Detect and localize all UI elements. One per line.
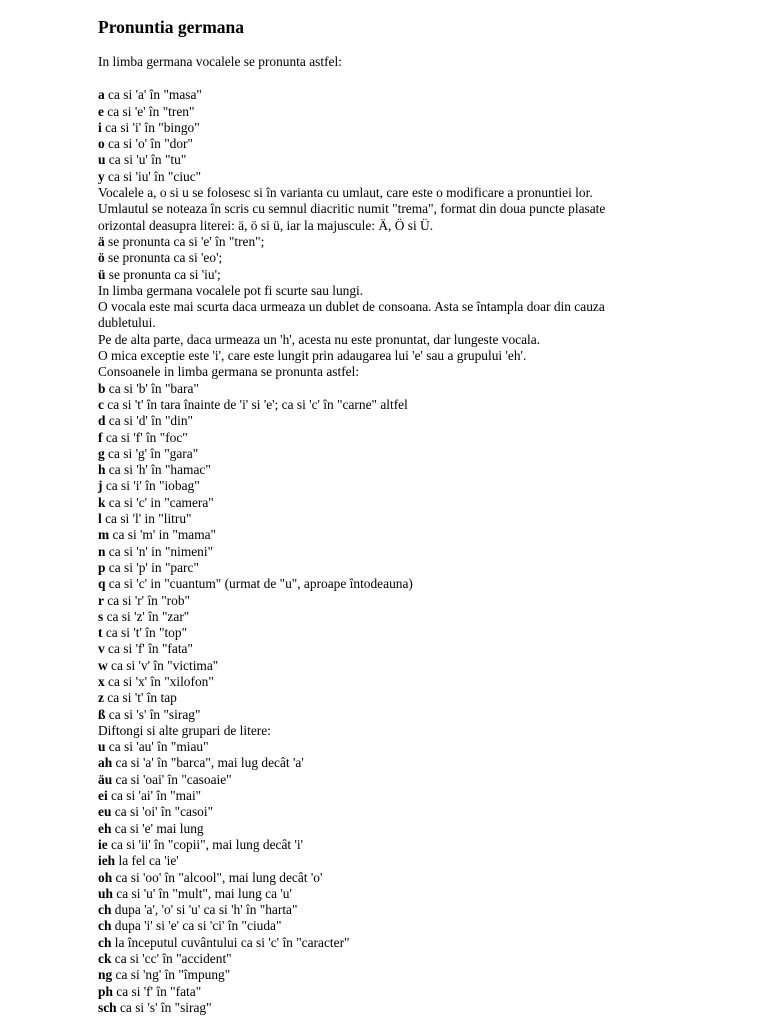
letter-key: r — [98, 592, 104, 608]
letter-key: w — [98, 657, 108, 673]
line-text: ca si 'c' in "cuantum" (urmat de "u", aproape întodeauna) — [105, 576, 413, 592]
line-text: ca si 'g' în "gara" — [104, 445, 199, 461]
text-line — [98, 707, 748, 723]
letter-key: uh — [98, 885, 113, 901]
line-text: ca si 'i' în "iobag" — [102, 478, 200, 494]
text-line — [98, 511, 748, 527]
text-line — [98, 446, 748, 462]
line-text: ca si 'x' în "xilofon" — [104, 673, 214, 689]
line-text: la fel ca 'ie' — [115, 853, 179, 869]
text-line — [98, 397, 748, 413]
letter-key: a — [98, 87, 105, 103]
text-line — [98, 918, 748, 934]
letter-key: ß — [98, 706, 106, 722]
letter-key: t — [98, 625, 103, 641]
text-line — [98, 886, 748, 902]
letter-key: ng — [98, 967, 113, 983]
letter-key: e — [98, 103, 104, 119]
letter-key: ä — [98, 233, 105, 249]
letter-key: d — [98, 413, 106, 429]
letter-key: äu — [98, 771, 113, 787]
line-text: ca si 'p' in "parc" — [105, 559, 199, 575]
text-line — [98, 723, 748, 739]
text-line — [98, 234, 748, 250]
line-text: ca si 'e' în "tren" — [103, 103, 195, 119]
line-text: dupa 'a', 'o' si 'u' ca si 'h' în "harta" — [111, 902, 298, 918]
text-line — [98, 104, 748, 120]
intro-paragraph: In limba germana vocalele se pronunta astfel: — [98, 54, 342, 69]
text-line — [98, 201, 748, 217]
letter-key: l — [98, 511, 102, 527]
line-text: ca si 'oai' în "casoaie" — [112, 771, 232, 787]
letter-key: q — [98, 576, 106, 592]
line-text: ca si 'h' în "hamac" — [105, 462, 211, 478]
letter-key: ö — [98, 250, 105, 266]
text-line — [98, 364, 748, 380]
text-line — [98, 593, 748, 609]
line-text: ca si 'b' în "bara" — [105, 380, 199, 396]
line-text: O mica exceptie este 'i', care este lungit prin adaugarea lui 'e' sau a grupului 'eh'. — [98, 348, 527, 364]
letter-key: f — [98, 429, 103, 445]
letter-key: ch — [98, 934, 112, 950]
line-text: la începutul cuvântului ca si 'c' în "caracter" — [111, 934, 350, 950]
letter-key: c — [98, 396, 104, 412]
text-line — [98, 641, 748, 657]
text-line — [98, 267, 748, 283]
letter-key: ie — [98, 836, 108, 852]
line-text: ca si 'ai' în "mai" — [107, 788, 202, 804]
line-text: ca si 't' în tap — [103, 690, 177, 706]
line-text: ca si 'a' în "barca", mai lug decât 'a' — [112, 755, 304, 771]
text-line — [98, 967, 748, 983]
text-line — [98, 576, 748, 592]
text-line — [98, 821, 748, 837]
text-line — [98, 87, 748, 103]
letter-key: oh — [98, 869, 113, 885]
text-line — [98, 332, 748, 348]
line-text: Vocalele a, o si u se folosesc si în varianta cu umlaut, care este o modificare a pronuntiei lor. — [98, 185, 593, 201]
text-line — [98, 625, 748, 641]
line-text: ca si 'l' in "litru" — [101, 511, 192, 527]
line-text: se pronunta ca si 'e' în "tren"; — [104, 233, 265, 249]
line-text: orizontal deasupra literei: ä, ö si ü, iar la majuscule: Ä, Ö si Ü. — [98, 217, 434, 233]
text-line — [98, 136, 748, 152]
text-line — [98, 527, 748, 543]
text-line — [98, 478, 748, 494]
letter-key: j — [98, 478, 103, 494]
letter-key: m — [98, 527, 110, 543]
text-line — [98, 658, 748, 674]
letter-key: g — [98, 445, 105, 461]
letter-key: ph — [98, 983, 113, 999]
text-line — [98, 169, 748, 185]
line-text: ca si 'v' în "victima" — [107, 657, 219, 673]
text-line — [98, 902, 748, 918]
line-text: ca si 'iu' în "ciuc" — [104, 168, 202, 184]
line-text: ca si 'f' în "foc" — [102, 429, 188, 445]
page-title: Pronuntia germana — [98, 17, 244, 37]
text-line — [98, 185, 748, 201]
line-text: ca si 'r' în "rob" — [103, 592, 190, 608]
letter-key: k — [98, 494, 106, 510]
text-line — [98, 381, 748, 397]
line-text: ca si 's' în "sirag" — [116, 999, 212, 1015]
letter-key: ei — [98, 788, 108, 804]
letter-key: u — [98, 739, 106, 755]
text-line — [98, 462, 748, 478]
letter-key: v — [98, 641, 105, 657]
line-text: ca si 'oi' în "casoi" — [111, 804, 214, 820]
letter-key: h — [98, 462, 106, 478]
line-text: ca si 'f' în "fata" — [104, 641, 193, 657]
letter-key: eh — [98, 820, 112, 836]
line-text: ca si 'cc' în "accident" — [111, 951, 232, 967]
letter-key: n — [98, 543, 106, 559]
letter-key: sch — [98, 999, 117, 1015]
line-text: se pronunta ca si 'iu'; — [105, 266, 221, 282]
text-line — [98, 283, 748, 299]
line-text: ca si 'o' în "dor" — [104, 136, 193, 152]
line-text: dubletului. — [98, 315, 156, 331]
text-line — [98, 348, 748, 364]
text-line — [98, 430, 748, 446]
line-text: ca si 'z' în "zar" — [103, 608, 190, 624]
text-line — [98, 152, 748, 168]
letter-key: ch — [98, 902, 112, 918]
letter-key: ieh — [98, 853, 116, 869]
line-text: ca si 'oo' în "alcool", mai lung decât 'o' — [112, 869, 323, 885]
text-line — [98, 544, 748, 560]
line-text: ca si 'a' în "masa" — [104, 87, 202, 103]
text-line — [98, 609, 748, 625]
letter-key: b — [98, 380, 106, 396]
line-text: Diftongi si alte grupari de litere: — [98, 722, 271, 738]
line-text: ca si 's' în "sirag" — [105, 706, 201, 722]
text-line — [98, 951, 748, 967]
line-text: ca si 'ii' în "copii", mai lung decât 'i' — [107, 836, 304, 852]
text-line — [98, 315, 748, 331]
line-text: ca si 'u' în "mult", mai lung ca 'u' — [112, 885, 292, 901]
letter-key: y — [98, 168, 105, 184]
letter-key: s — [98, 608, 104, 624]
letter-key: i — [98, 119, 102, 135]
line-text: ca si 't' în tara înainte de 'i' si 'e'; ca si 'c' în "carne" altfel — [103, 396, 408, 412]
text-line — [98, 772, 748, 788]
line-text: ca si 'u' în "tu" — [105, 152, 187, 168]
document-page — [98, 16, 748, 1016]
text-line — [98, 984, 748, 1000]
text-line — [98, 674, 748, 690]
text-line — [98, 495, 748, 511]
line-text: ca si 'i' în "bingo" — [101, 119, 200, 135]
line-text: ca si 'e' mai lung — [111, 820, 204, 836]
letter-key: u — [98, 152, 106, 168]
letter-key: x — [98, 673, 105, 689]
letter-key: o — [98, 136, 105, 152]
letter-key: eu — [98, 804, 112, 820]
letter-key: ü — [98, 266, 106, 282]
line-text: ca si 'f' în "fata" — [112, 983, 202, 999]
text-line — [98, 690, 748, 706]
text-line — [98, 299, 748, 315]
letter-key: ch — [98, 918, 112, 934]
text-line — [98, 250, 748, 266]
text-line — [98, 935, 748, 951]
line-text: dupa 'i' si 'e' ca si 'ci' în "ciuda" — [111, 918, 282, 934]
text-line — [98, 804, 748, 820]
letter-key: ck — [98, 951, 112, 967]
pronunciation-list — [98, 87, 748, 1016]
line-text: ca si 'm' in "mama" — [109, 527, 217, 543]
line-text: ca si 'd' în "din" — [105, 413, 193, 429]
line-text: ca si 'c' in "camera" — [105, 494, 214, 510]
text-line — [98, 755, 748, 771]
line-text: ca si 'ng' în "împung" — [112, 967, 231, 983]
text-line — [98, 1000, 748, 1016]
line-text: se pronunta ca si 'eo'; — [104, 250, 223, 266]
letter-key: p — [98, 559, 106, 575]
line-text: ca si 'n' in "nimeni" — [105, 543, 214, 559]
line-text: In limba germana vocalele pot fi scurte sau lungi. — [98, 282, 364, 298]
text-line — [98, 739, 748, 755]
text-line — [98, 870, 748, 886]
line-text: Pe de alta parte, daca urmeaza un 'h', acesta nu este pronuntat, dar lungeste vocala. — [98, 331, 541, 347]
text-line — [98, 788, 748, 804]
text-line — [98, 120, 748, 136]
text-line — [98, 837, 748, 853]
letter-key: ah — [98, 755, 113, 771]
text-line — [98, 560, 748, 576]
text-line — [98, 413, 748, 429]
text-line — [98, 218, 748, 234]
line-text: O vocala este mai scurta daca urmeaza un dublet de consoana. Asta se întampla doar din cauza — [98, 299, 605, 315]
letter-key: z — [98, 690, 104, 706]
line-text: ca si 'au' în "miau" — [105, 739, 209, 755]
line-text: ca si 't' în "top" — [102, 625, 188, 641]
line-text: Umlautul se noteaza în scris cu semnul diacritic numit "trema", format din doua puncte plasate — [98, 201, 606, 217]
text-line — [98, 853, 748, 869]
line-text: Consoanele in limba germana se pronunta astfel: — [98, 364, 360, 380]
